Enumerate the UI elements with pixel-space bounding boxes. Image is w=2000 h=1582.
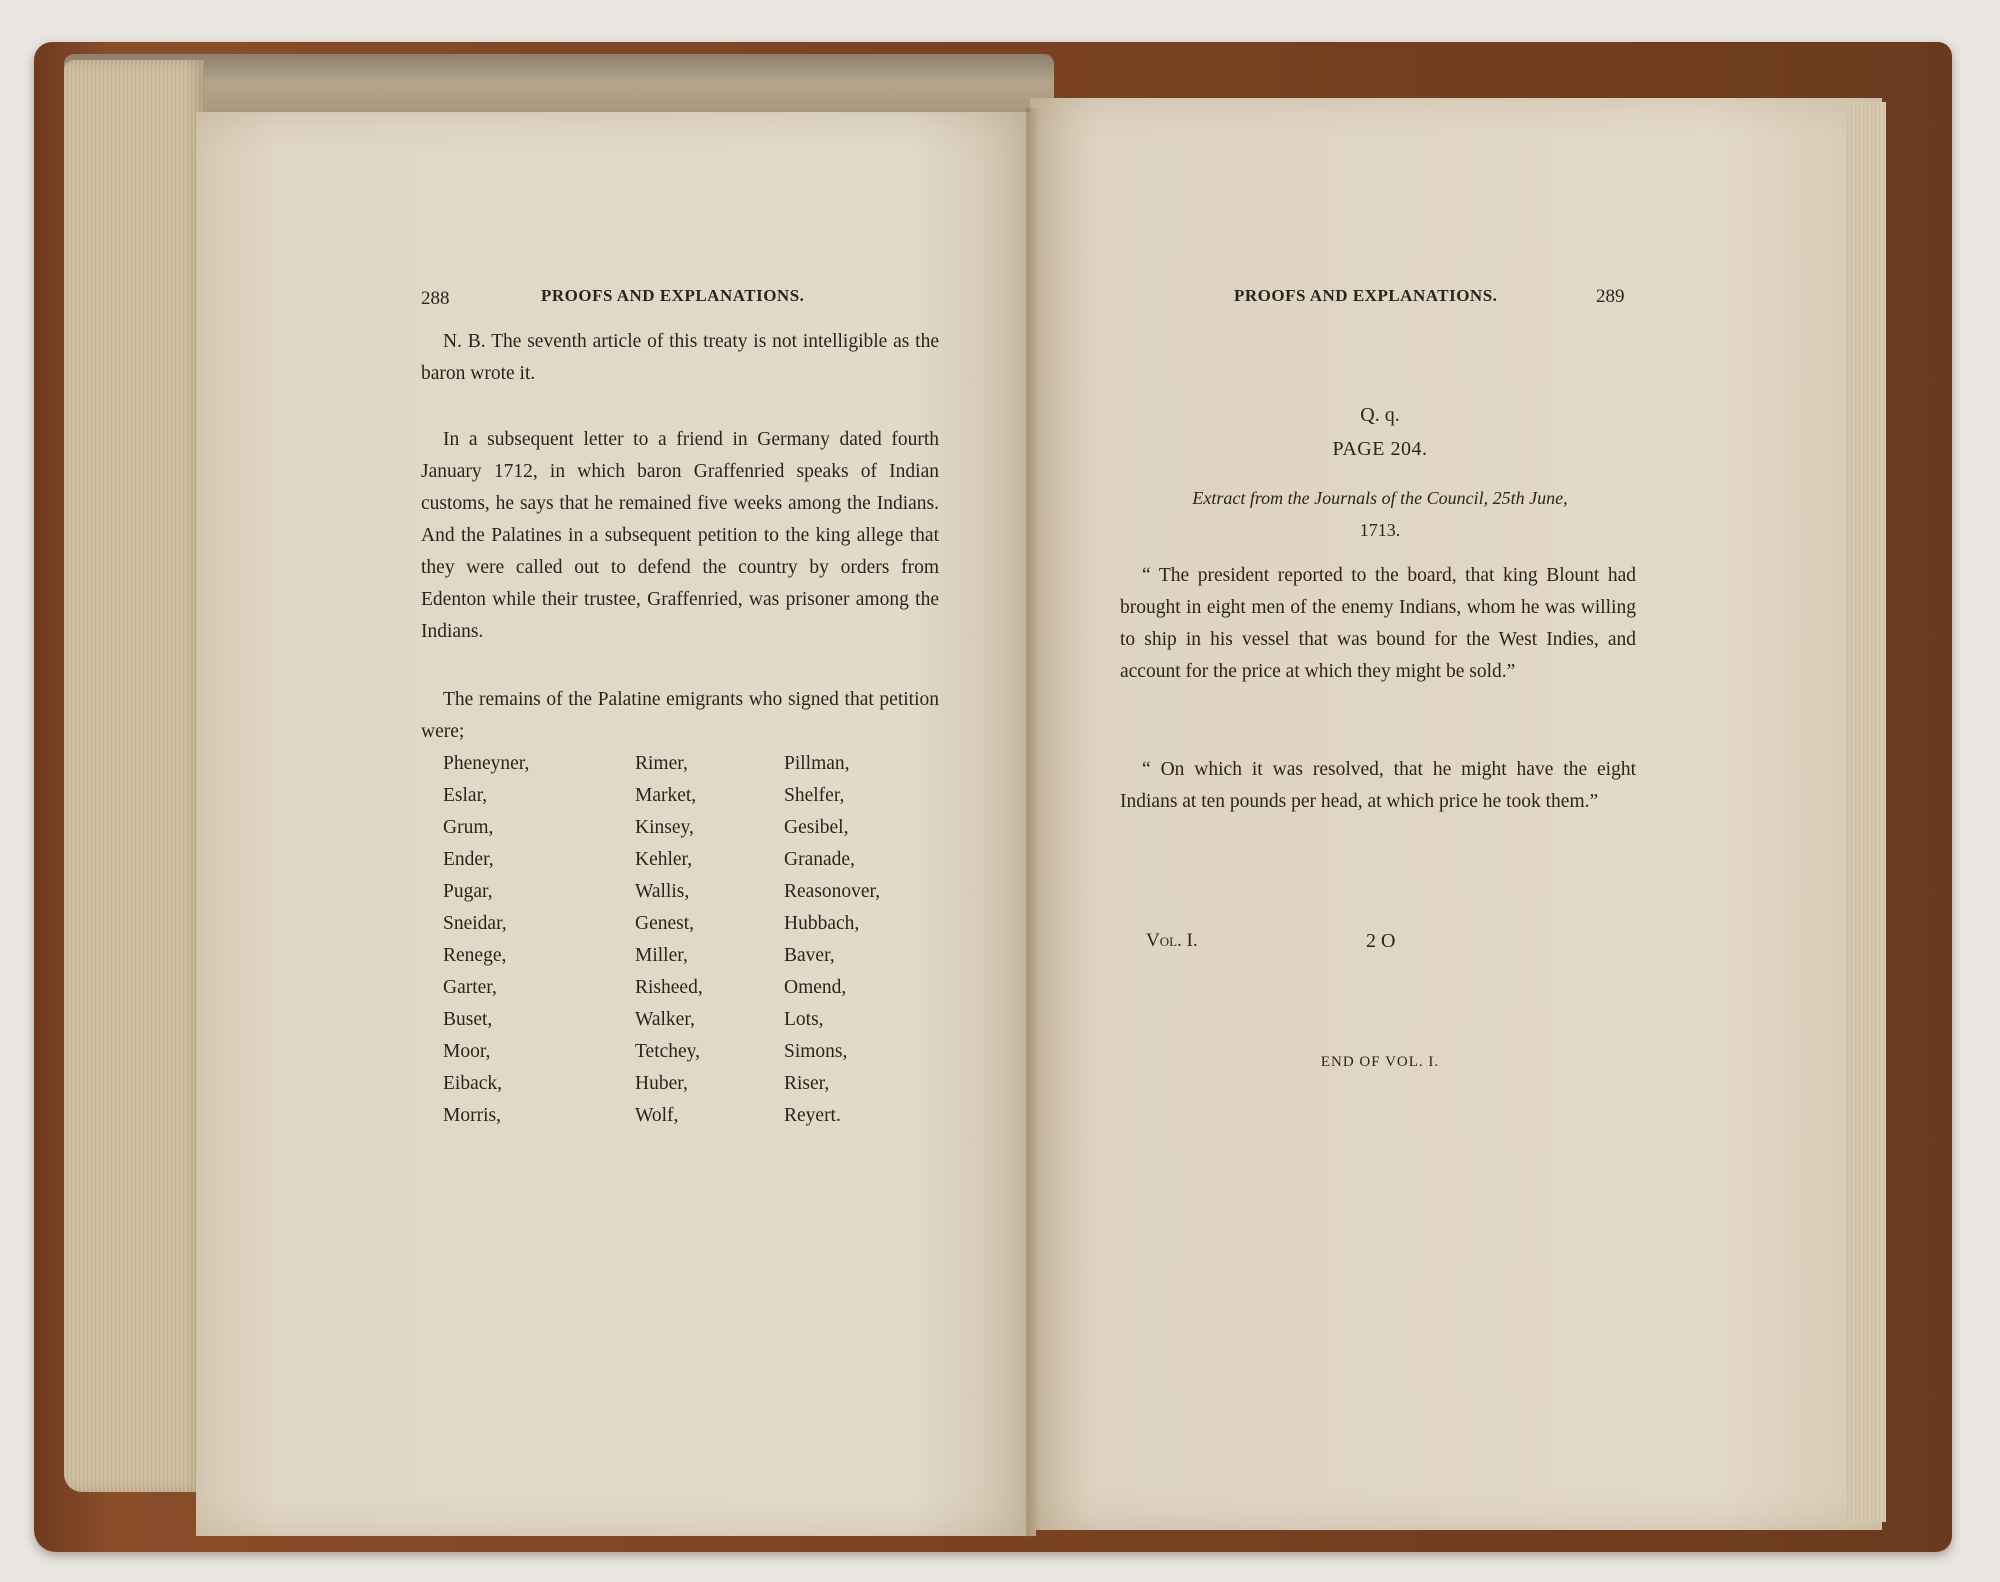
name-entry: Morris, bbox=[443, 1105, 501, 1126]
name-entry: Shelfer, bbox=[784, 785, 845, 806]
quote-text: “ On which it was resolved, that he might have the eight Indians at ten pounds per head, at which price he took them.” bbox=[1120, 759, 1636, 812]
name-entry: Garter, bbox=[443, 977, 497, 998]
names-column-3 bbox=[784, 748, 880, 1132]
signature-mark: 2 O bbox=[1366, 930, 1396, 952]
name-entry: Renege, bbox=[443, 945, 507, 966]
name-entry: Lots, bbox=[784, 1009, 824, 1030]
name-entry: Kehler, bbox=[635, 849, 693, 870]
name-entry: Grum, bbox=[443, 817, 494, 838]
name-entry: Walker, bbox=[635, 1009, 695, 1030]
right-page-number: 289 bbox=[1596, 286, 1625, 307]
left-paragraph-remains bbox=[421, 684, 939, 748]
name-entry: Wolf, bbox=[635, 1105, 679, 1126]
left-running-head: PROOFS AND EXPLANATIONS. bbox=[541, 286, 805, 305]
name-entry: Pugar, bbox=[443, 881, 493, 902]
name-entry: Wallis, bbox=[635, 881, 690, 902]
name-entry: Eiback, bbox=[443, 1073, 503, 1094]
paragraph-text: N. B. The seventh article of this treaty is not intelligible as the baron wrote it. bbox=[421, 331, 939, 384]
name-entry: Reasonover, bbox=[784, 881, 881, 902]
signature-volume: Vol. I. bbox=[1146, 930, 1198, 951]
extract-year: 1713. bbox=[1359, 520, 1401, 540]
name-entry: Riser, bbox=[784, 1073, 830, 1094]
name-entry: Buset, bbox=[443, 1009, 493, 1030]
name-entry: Eslar, bbox=[443, 785, 488, 806]
name-entry: Pillman, bbox=[784, 753, 850, 774]
right-quote-2 bbox=[1120, 754, 1636, 818]
paragraph-text: In a subsequent letter to a friend in Germany dated fourth January 1712, in which baron Graffenried speaks of Indian customs, he says that he remained five weeks among the Indians. And the Palatines in a subsequent petition to the king allege that they were called out to defend the country by orders from Edenton while their trustee, Graffenried, was prisoner among the Indians. bbox=[421, 429, 939, 642]
name-entry: Miller, bbox=[635, 945, 688, 966]
names-column-1 bbox=[443, 748, 529, 1132]
section-mark: Q. q. bbox=[1360, 404, 1400, 426]
quote-text: “ The president reported to the board, that king Blount had brought in eight men of the enemy Indians, whom he was willing to ship in his vessel that was bound for the West Indies, and account for the price at which they might be sold.” bbox=[1120, 565, 1636, 682]
name-entry: Sneidar, bbox=[443, 913, 507, 934]
extract-title: Extract from the Journals of the Council, 25th June, bbox=[1192, 488, 1568, 508]
name-entry: Simons, bbox=[784, 1041, 848, 1062]
left-paragraph-letter bbox=[421, 424, 939, 648]
names-column-2 bbox=[635, 748, 703, 1132]
name-entry: Baver, bbox=[784, 945, 835, 966]
name-entry: Granade, bbox=[784, 849, 855, 870]
name-entry: Genest, bbox=[635, 913, 695, 934]
page-block-left-edge bbox=[64, 60, 204, 1492]
book-gutter bbox=[1026, 108, 1040, 1538]
section-page: PAGE 204. bbox=[1332, 438, 1428, 460]
name-entry: Ender, bbox=[443, 849, 494, 870]
name-entry: Gesibel, bbox=[784, 817, 849, 838]
name-entry: Tetchey, bbox=[635, 1041, 701, 1062]
name-entry: Market, bbox=[635, 785, 697, 806]
paragraph-text: The remains of the Palatine emigrants who signed that petition were; bbox=[421, 689, 939, 742]
name-entry: Moor, bbox=[443, 1041, 491, 1062]
name-entry: Kinsey, bbox=[635, 817, 694, 838]
left-page-number: 288 bbox=[421, 288, 450, 309]
name-entry: Rimer, bbox=[635, 753, 688, 774]
left-paragraph-nb bbox=[421, 326, 939, 390]
right-quote-1 bbox=[1120, 560, 1636, 688]
name-entry: Omend, bbox=[784, 977, 847, 998]
name-entry: Reyert. bbox=[784, 1105, 841, 1126]
name-entry: Huber, bbox=[635, 1073, 688, 1094]
right-running-head: PROOFS AND EXPLANATIONS. bbox=[1234, 286, 1498, 305]
end-of-volume: END OF VOL. I. bbox=[1320, 1054, 1440, 1070]
name-entry: Hubbach, bbox=[784, 913, 860, 934]
name-entry: Risheed, bbox=[635, 977, 703, 998]
name-entry: Pheneyner, bbox=[443, 753, 530, 774]
right-page-edge bbox=[1846, 102, 1886, 1522]
